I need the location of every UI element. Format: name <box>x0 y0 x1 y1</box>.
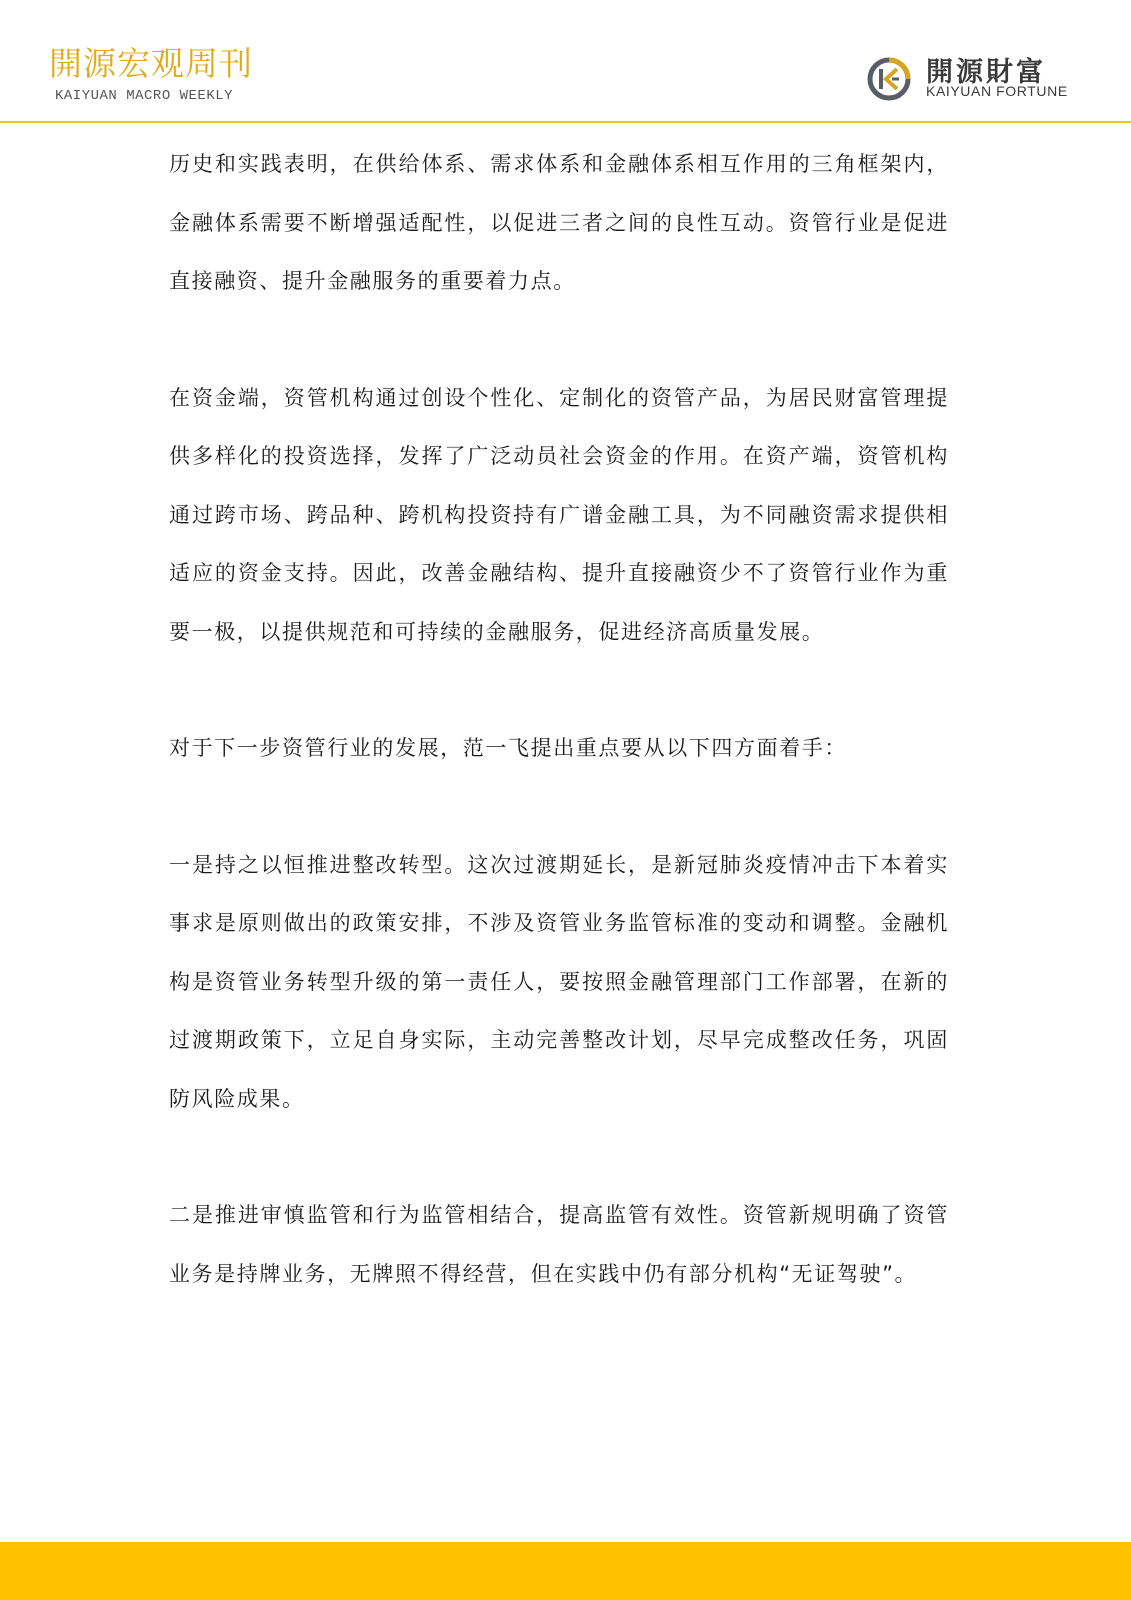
publication-subtitle: KAIYUAN MACRO WEEKLY <box>55 88 234 104</box>
paragraph: 对于下一步资管行业的发展，范一飞提出重点要从以下四方面着手： <box>169 736 847 760</box>
brand-name-cn: 開源財富 <box>926 57 1046 88</box>
paragraph: 在资金端，资管机构通过创设个性化、定制化的资管产品，为居民财富管理提供多样化的投资选择，发挥了广泛动员社会资金的作用。在资产端，资管机构通过跨市场、跨品种、跨机构投资持有广谱金融工具，为不同融资需求提供相适应的资金支持。因此，改善金融结构、提升直接融资少不了资管行业作为重要一极，以提供规范和可持续的金融服务，促进经济高质量发展。 <box>169 385 949 644</box>
publication-title: 開源宏观周刊 <box>49 44 253 83</box>
brand-block <box>866 50 1086 106</box>
footer-bar <box>0 1542 1131 1600</box>
paragraph: 一是持之以恒推进整改转型。这次过渡期延长，是新冠肺炎疫情冲击下本着实事求是原则做出的政策安排，不涉及资管业务监管标准的变动和调整。金融机构是资管业务转型升级的第一责任人，要按照金融管理部门工作部署，在新的过渡期政策下，立足自身实际，主动完善整改计划，尽早完成整改任务，巩固防风险成果。 <box>169 852 949 1111</box>
header-divider <box>0 121 1131 123</box>
paragraph: 二是推进审慎监管和行为监管相结合，提高监管有效性。资管新规明确了资管业务是持牌业务，无牌照不得经营，但在实践中仍有部分机构“无证驾驶”。 <box>169 1203 949 1286</box>
page-header <box>0 0 1131 124</box>
paragraph: 历史和实践表明，在供给体系、需求体系和金融体系相互作用的三角框架内，金融体系需要不断增强适配性，以促进三者之间的良性互动。资管行业是促进直接融资、提升金融服务的重要着力点。 <box>169 152 949 293</box>
brand-name-en: KAIYUAN FORTUNE <box>926 83 1068 99</box>
kaiyuan-logo-icon <box>866 56 912 102</box>
article-body <box>169 135 949 1361</box>
